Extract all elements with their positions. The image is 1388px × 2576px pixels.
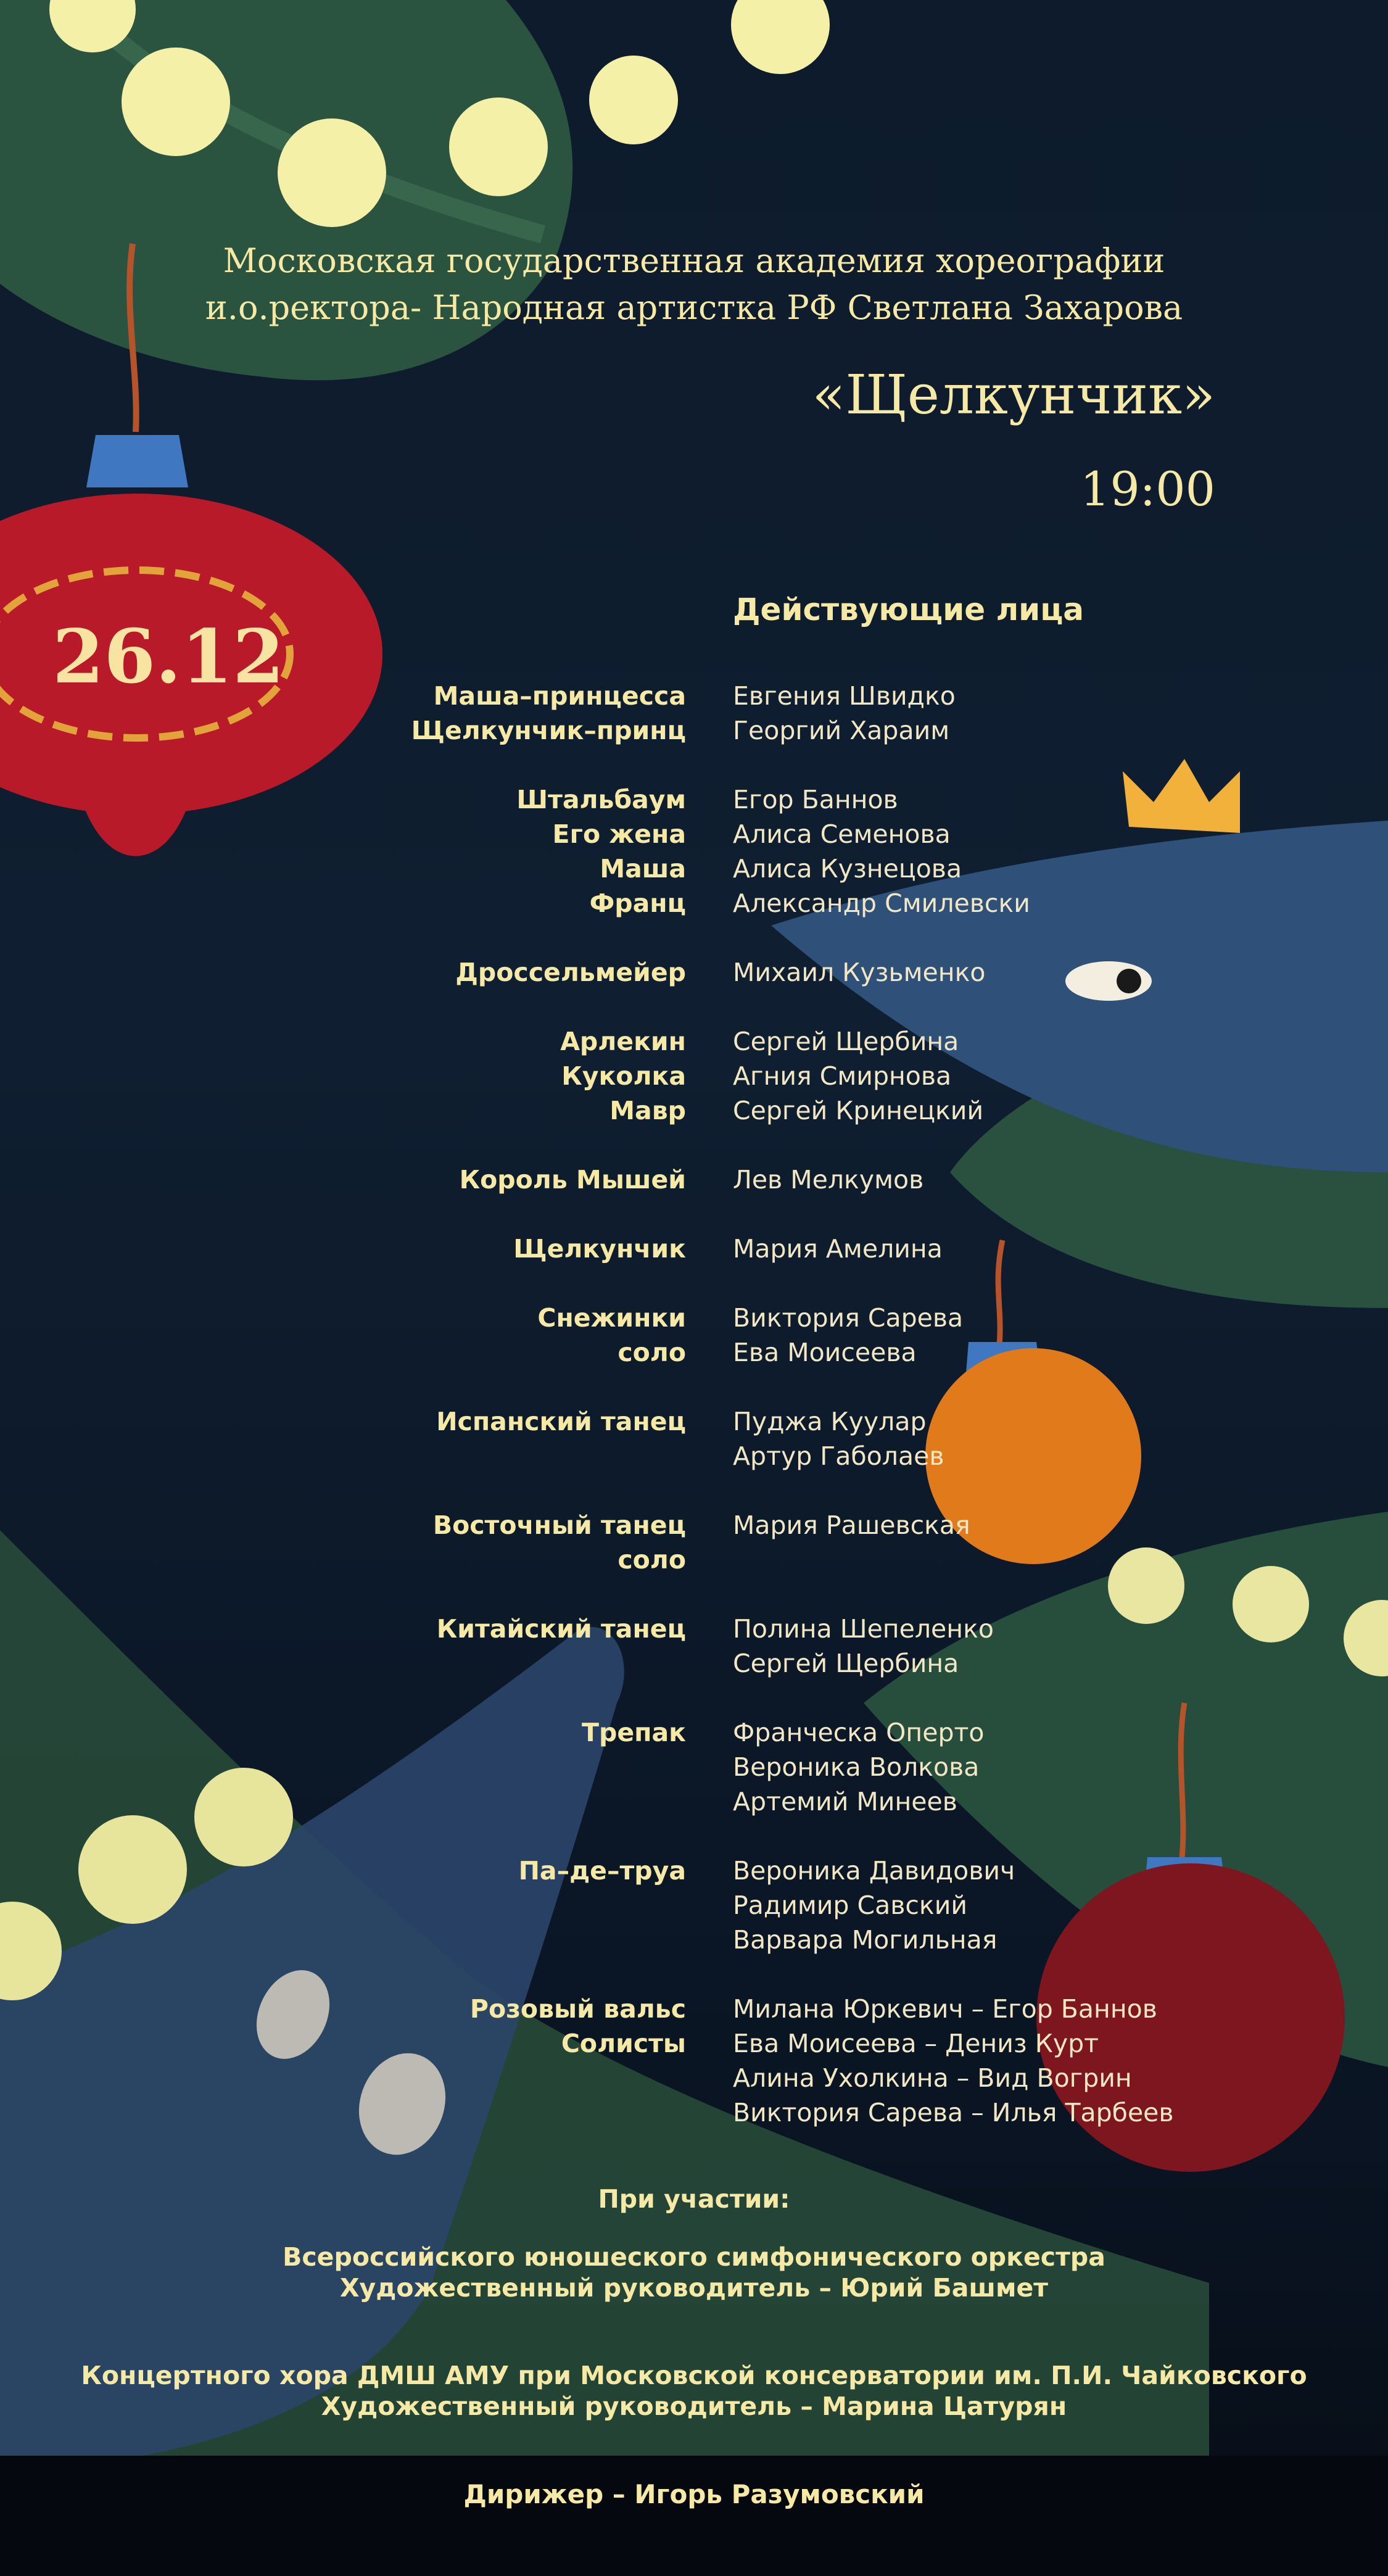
performer-column xyxy=(733,782,1030,921)
role-column xyxy=(0,1162,686,1197)
cast-group xyxy=(0,1024,1388,1128)
choir-name: Концертного хора ДМШ АМУ при Московской консерватории им. П.И. Чайковского xyxy=(81,2361,1307,2390)
orchestra-director: Художественный руководитель – Юрий Башмет xyxy=(339,2273,1049,2303)
performer-column xyxy=(733,1508,970,1577)
performer-name: Алиса Семенова xyxy=(733,819,951,849)
role-name: Испанский танец xyxy=(436,1407,686,1436)
performer-name: Егор Баннов xyxy=(733,785,898,814)
performer-column xyxy=(733,1162,923,1197)
performer-name: Георгий Хараим xyxy=(733,716,950,745)
performer-name: Радимир Савский xyxy=(733,1891,967,1920)
role-name: Маша xyxy=(600,854,686,884)
cast-group xyxy=(0,1715,1388,1819)
role-name: Щелкунчик xyxy=(513,1234,686,1264)
performer-column xyxy=(733,679,956,748)
role-column xyxy=(0,1612,686,1681)
cast-group xyxy=(0,1853,1388,1957)
role-name: Его жена xyxy=(552,819,686,849)
cast-group xyxy=(0,1162,1388,1197)
role-column xyxy=(0,1232,686,1266)
role-name: Солисты xyxy=(561,2029,686,2058)
role-column xyxy=(0,1301,686,1370)
footer-band xyxy=(0,2456,1388,2576)
performer-column xyxy=(733,1715,984,1819)
orchestra-name: Всероссийского юношеского симфонического оркестра xyxy=(283,2242,1105,2272)
performer-name: Сергей Кринецкий xyxy=(733,1096,984,1125)
cast-group xyxy=(0,1508,1388,1577)
performer-name: Милана Юркевич – Егор Баннов xyxy=(733,1994,1157,2024)
cast-group xyxy=(0,955,1388,990)
role-column xyxy=(0,1508,686,1577)
performer-name: Александр Смилевски xyxy=(733,888,1030,918)
role-name: Куколка xyxy=(561,1061,686,1091)
role-column xyxy=(0,1715,686,1819)
rector-line: и.о.ректора- Народная артистка РФ Светлана Захарова xyxy=(205,288,1183,327)
performer-name: Полина Шепеленко xyxy=(733,1614,994,1644)
role-column xyxy=(0,1992,686,2130)
cast-group xyxy=(0,1232,1388,1266)
performer-column xyxy=(733,1612,994,1681)
cast-group xyxy=(0,782,1388,921)
choir-director: Художественный руководитель – Марина Цатурян xyxy=(321,2392,1067,2421)
performer-column xyxy=(733,1024,983,1128)
academy-name: Московская государственная академия хореографии xyxy=(223,241,1165,280)
cast-group xyxy=(0,1612,1388,1681)
performer-column xyxy=(733,1992,1174,2130)
performer-name: Лев Мелкумов xyxy=(733,1165,924,1195)
performer-column xyxy=(733,955,985,990)
performer-name: Алиса Кузнецова xyxy=(733,854,962,884)
role-column xyxy=(0,1024,686,1128)
cast-list xyxy=(0,679,1388,2164)
role-name: соло xyxy=(618,1338,686,1367)
performance-title: «Щелкунчик» xyxy=(812,363,1215,426)
role-name: Восточный танец xyxy=(432,1510,686,1540)
role-name: Трепак xyxy=(582,1718,686,1747)
performer-name: Пуджа Куулар xyxy=(733,1407,927,1436)
role-name: Штальбаум xyxy=(516,785,686,814)
performer-column xyxy=(733,1853,1015,1957)
role-name: Дроссельмейер xyxy=(455,958,686,987)
performer-name: Алина Ухолкина – Вид Вогрин xyxy=(733,2063,1132,2093)
performer-name: Евгения Швидко xyxy=(733,681,956,711)
cast-group xyxy=(0,679,1388,748)
performer-name: Франческа Оперто xyxy=(733,1718,985,1747)
role-column xyxy=(0,782,686,921)
performance-date: 26.12 xyxy=(52,613,284,700)
performance-time: 19:00 xyxy=(1080,462,1215,516)
role-column xyxy=(0,1853,686,1957)
performer-name: Ева Моисеева – Дениз Курт xyxy=(733,2029,1099,2058)
role-column xyxy=(0,679,686,748)
role-name: Арлекин xyxy=(560,1027,686,1056)
performer-column xyxy=(733,1232,943,1266)
cast-group xyxy=(0,1301,1388,1370)
performer-name: Вероника Давидович xyxy=(733,1856,1015,1886)
performer-name: Мария Амелина xyxy=(733,1234,943,1264)
role-name: Мавр xyxy=(609,1096,686,1125)
performer-name: Сергей Щербина xyxy=(733,1027,959,1056)
cast-heading: Действующие лица xyxy=(733,592,1084,627)
performer-name: Артур Габолаев xyxy=(733,1441,944,1471)
role-name: Розовый вальс xyxy=(469,1994,686,2024)
participation-heading: При участии: xyxy=(598,2184,790,2214)
performer-column xyxy=(733,1301,963,1370)
performer-name: Вероника Волкова xyxy=(733,1752,980,1782)
role-column xyxy=(0,955,686,990)
performer-name: Виктория Сарева – Илья Тарбеев xyxy=(733,2098,1174,2127)
performer-name: Варвара Могильная xyxy=(733,1925,998,1955)
role-name: Китайский танец xyxy=(436,1614,686,1644)
conductor: Дирижер – Игорь Разумовский xyxy=(463,2479,925,2509)
cast-group xyxy=(0,1992,1388,2130)
role-name: Снежинки xyxy=(537,1303,686,1333)
performer-name: Ева Моисеева xyxy=(733,1338,917,1367)
role-name: соло xyxy=(618,1545,686,1575)
role-column xyxy=(0,1404,686,1473)
performer-name: Мария Рашевская xyxy=(733,1510,970,1540)
role-name: Щелкунчик–принц xyxy=(411,716,686,745)
role-name: Король Мышей xyxy=(459,1165,686,1195)
performer-name: Сергей Щербина xyxy=(733,1649,959,1678)
role-name: Франц xyxy=(589,888,686,918)
performer-name: Михаил Кузьменко xyxy=(733,958,986,987)
performer-name: Агния Смирнова xyxy=(733,1061,952,1091)
role-name: Па–де–труа xyxy=(518,1856,686,1886)
performer-name: Виктория Сарева xyxy=(733,1303,964,1333)
cast-group xyxy=(0,1404,1388,1473)
role-name: Маша–принцесса xyxy=(433,681,686,711)
performer-name: Артемий Минеев xyxy=(733,1787,957,1816)
performer-column xyxy=(733,1404,944,1473)
